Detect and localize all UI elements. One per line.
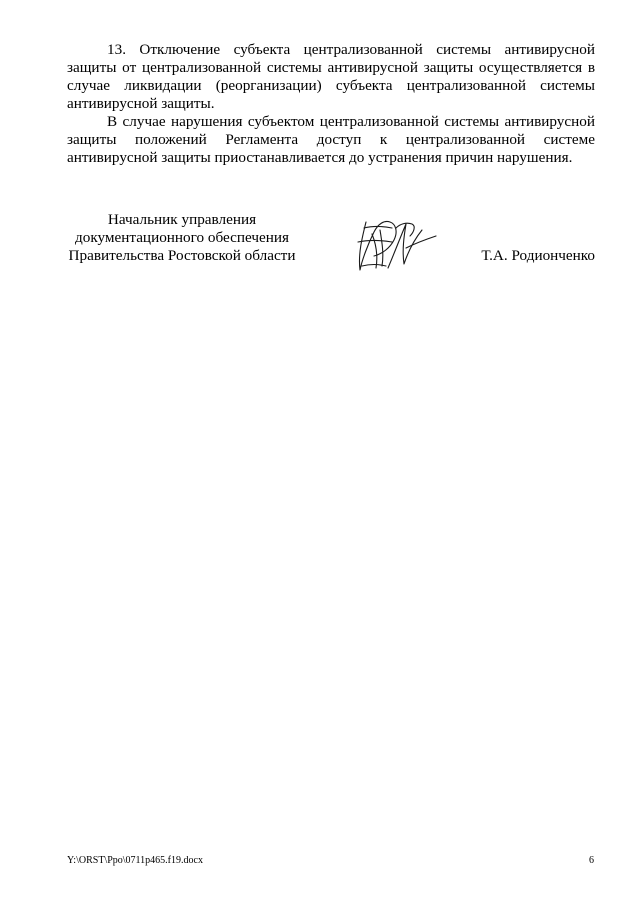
signatory-position-line: Начальник управления — [107, 211, 257, 228]
signatory-position-line: документационного обеспечения — [75, 229, 289, 246]
handwritten-signature — [352, 214, 438, 278]
signatory-position-line: Правительства Ростовской области — [68, 247, 296, 264]
page-number: 6 — [589, 855, 594, 866]
footer-file-path: Y:\ORST\Ppo\0711p465.f19.docx — [67, 855, 203, 866]
paragraph-violation: В случае нарушения субъектом централизованной системы антивирусной защиты положений Регламента доступ к централизованной системе антивирусной защиты приостанавливается до устранения причин нарушения. — [67, 113, 595, 166]
paragraph-13: 13. Отключение субъекта централизованной системы антивирусной защиты от централизованной системы антивирусной защиты осуществляется в случае ликвидации (реорганизации) субъекта централизованной системы антивирусной защиты. — [67, 41, 595, 112]
signatory-position — [60, 211, 304, 265]
signatory-name: Т.А. Родионченко — [481, 247, 595, 264]
